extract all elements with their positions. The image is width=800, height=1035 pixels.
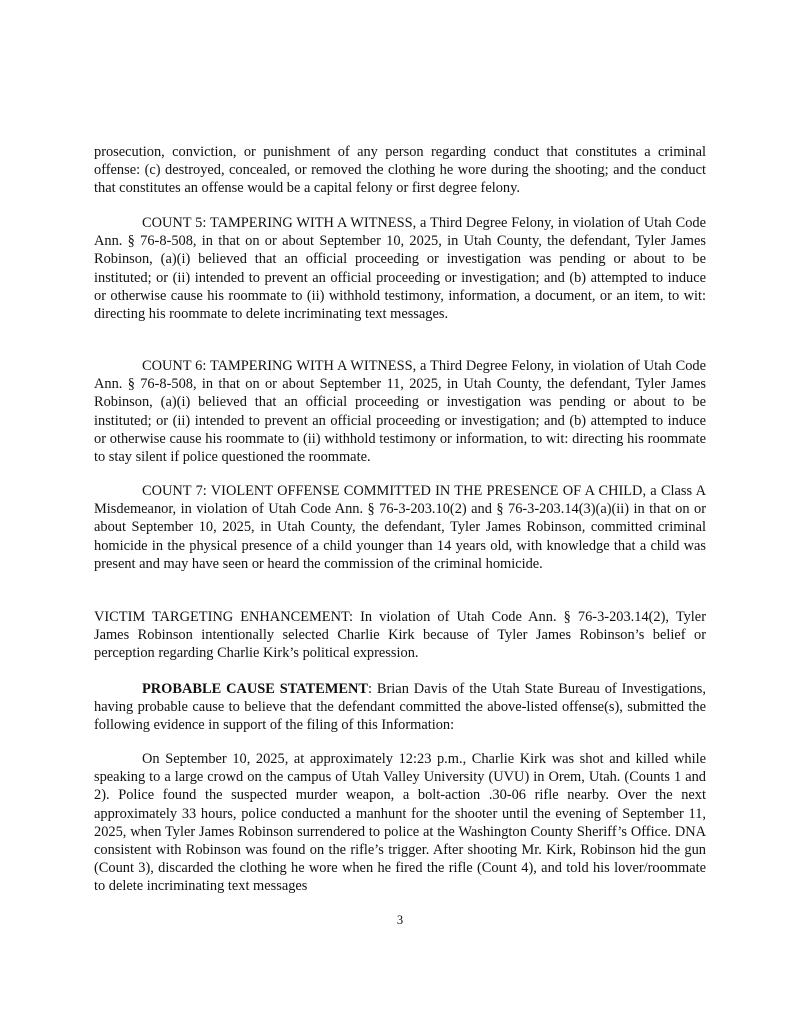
probable-cause-text: : Brian Davis of the Utah State Bureau of Investigations, having probable cause to believe that the defendant committed the above-listed offense(s), submitted the following evidence in support of the filing of this Information: <box>94 681 706 734</box>
paragraph-victim-targeting: VICTIM TARGETING ENHANCEMENT: In violation of Utah Code Ann. § 76-3-203.14(2), Tyler James Robinson intentionally selected Charlie Kirk because of Tyler James Robinson’s belief or perception regarding Charlie Kirk’s political expression. <box>94 609 706 662</box>
paragraph-narrative: On September 10, 2025, at approximately 12:23 p.m., Charlie Kirk was shot and killed while speaking to a large crowd on the campus of Utah Valley University (UVU) in Orem, Utah. (Counts 1 and 2). Police found the suspected murder weapon, a bolt-action .30-06 rifle nearby. Over the next approximately 33 hours, police conducted a manhunt for the shooter until the evening of September 11, 2025, when Tyler James Robinson surrendered to police at the Washington County Sheriff’s Office. DNA consistent with Robinson was found on the rifle’s trigger. After shooting Mr. Kirk, Robinson hid the gun (Count 3), discarded the clothing he wore when he fired the rifle (Count 4), and told his lover/roommate to delete incriminating text messages <box>94 751 706 895</box>
page-number: 3 <box>396 913 404 927</box>
paragraph-continuation: prosecution, conviction, or punishment of any person regarding conduct that constitutes a criminal offense: (c) destroyed, concealed, or removed the clothing he wore during the shooting; and the conduct that constitutes an offense would be a capital felony or first degree felony. <box>94 144 706 197</box>
paragraph-count-6: COUNT 6: TAMPERING WITH A WITNESS, a Third Degree Felony, in violation of Utah Code Ann. § 76-8-508, in that on or about September 11, 2025, in Utah County, the defendant, Tyler James Robinson, (a)(i) believed that an official proceeding or investigation was pending or about to be instituted; or (ii) intended to prevent an official proceeding or investigation; and (b) attempted to induce or otherwise cause his roommate to (ii) withhold testimony or information, to wit: directing his roommate to stay silent if police questioned the roommate. <box>94 358 706 466</box>
paragraph-probable-cause <box>94 680 706 735</box>
paragraph-count-7: COUNT 7: VIOLENT OFFENSE COMMITTED IN THE PRESENCE OF A CHILD, a Class A Misdemeanor, in violation of Utah Code Ann. § 76-3-203.10(2) and § 76-3-203.14(3)(a)(ii) in that on or about September 10, 2025, in Utah County, the defendant, Tyler James Robinson, committed criminal homicide in the physical presence of a child younger than 14 years old, with knowledge that a child was present and may have seen or heard the commission of the criminal homicide. <box>94 483 706 572</box>
paragraph-count-5: COUNT 5: TAMPERING WITH A WITNESS, a Third Degree Felony, in violation of Utah Code Ann. § 76-8-508, in that on or about September 10, 2025, in Utah County, the defendant, Tyler James Robinson, (a)(i) believed that an official proceeding or investigation was pending or about to be instituted; or (ii) intended to prevent an official proceeding or investigation; and (b) attempted to induce or otherwise cause his roommate to (ii) withhold testimony, information, a document, or an item, to wit: directing his roommate to delete incriminating text messages. <box>94 215 706 323</box>
probable-cause-heading: PROBABLE CAUSE STATEMENT <box>142 681 368 697</box>
